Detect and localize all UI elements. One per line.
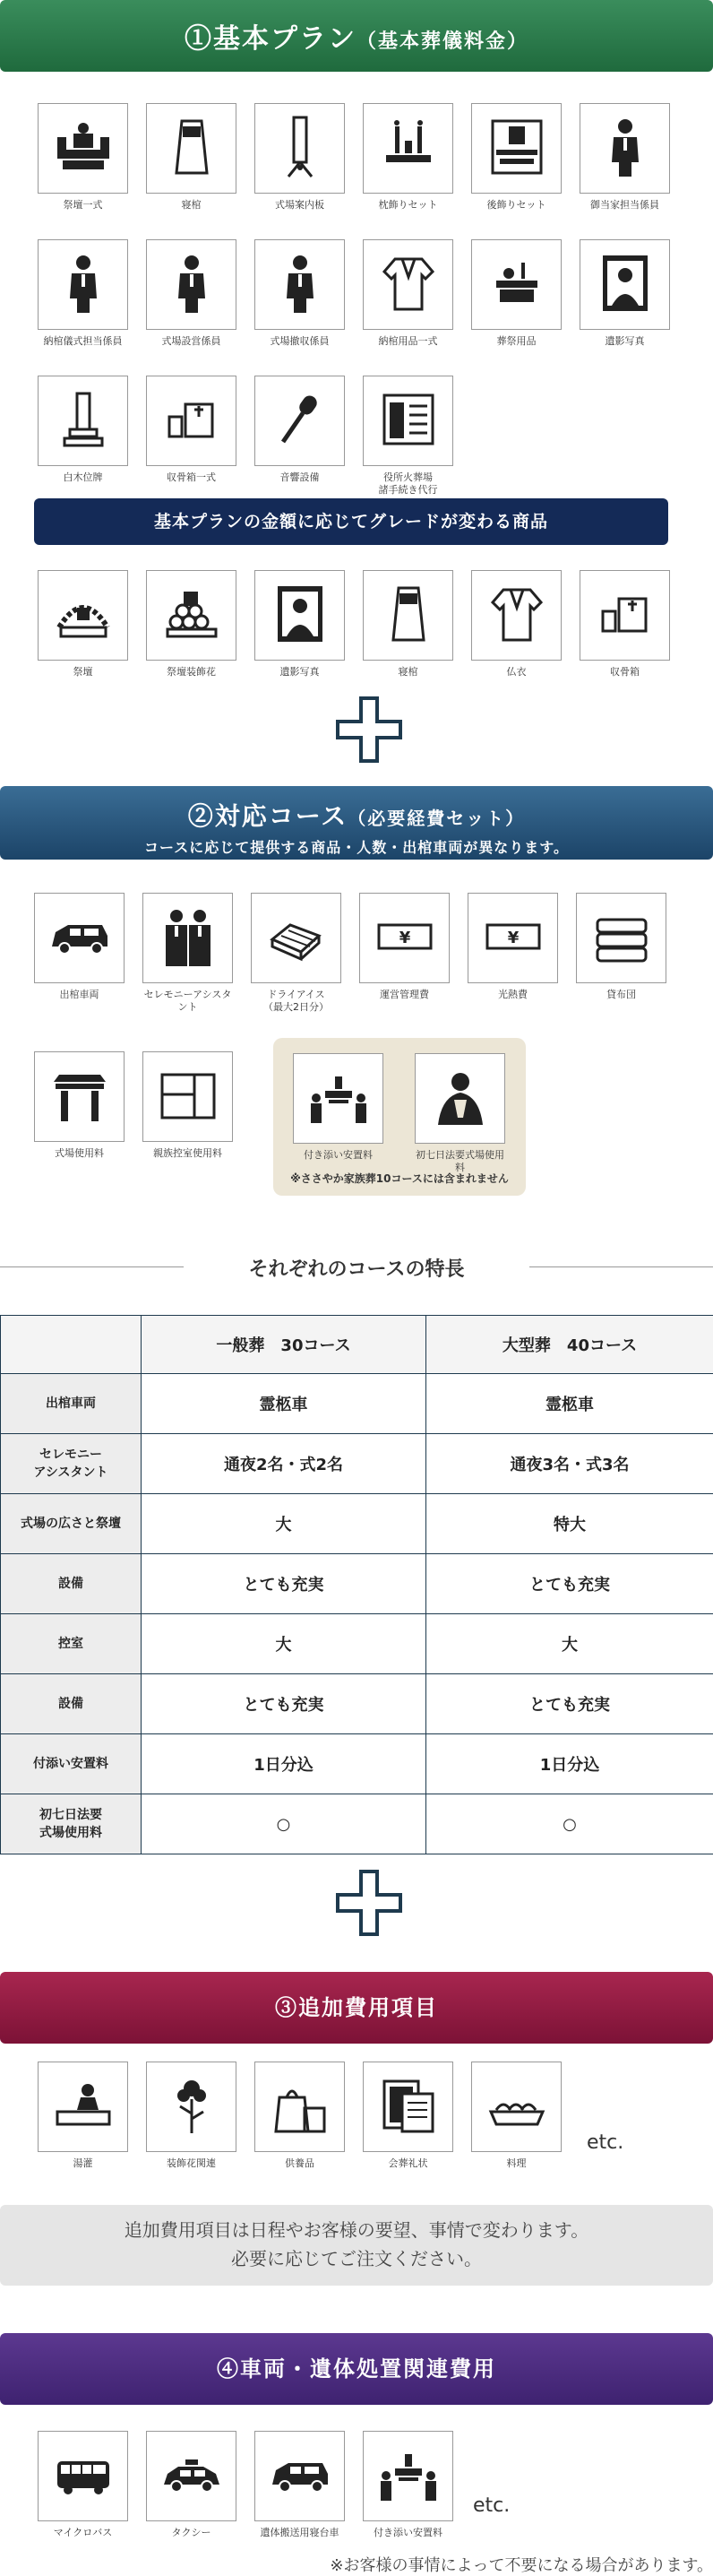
table-header-empty [1,1316,142,1374]
footer-note: ※お客様の事情によって不要になる場合があります。 [330,2553,713,2576]
futon-icon [588,903,655,973]
flower-icon [159,2072,225,2142]
service-item-box [363,239,453,330]
service-item-label: 役所火葬場 諸手続き代行 [363,471,453,497]
table-row-label: 初七日法要 式場使用料 [1,1794,142,1854]
service-item [359,893,450,1001]
service-item-label: 祭壇一式 [38,199,128,212]
service-item-box [468,893,558,983]
plus-icon [334,1868,404,1938]
section2-banner [0,786,713,860]
service-item [38,570,128,679]
service-item [363,239,453,348]
service-item [363,103,453,212]
service-item-box [254,2431,345,2521]
table-cell-course-30: とても充実 [142,1554,426,1614]
service-item-box [580,239,670,330]
service-item-box [38,2431,128,2521]
table-row-label: 出棺車両 [1,1374,142,1434]
section1-title-small: （基本葬儀料金） [356,30,528,53]
table-cell-course-40: 特大 [426,1494,713,1554]
plus-icon [334,695,404,765]
service-item [576,893,666,1001]
service-item-label: 供養品 [254,2157,345,2170]
service-item-label: 親族控室使用料 [142,1147,233,1160]
table-row-label: 付添い安置料 [1,1734,142,1794]
service-item [293,1053,383,1162]
table-row [1,1554,713,1614]
service-item-label: マイクロバス [38,2527,128,2539]
table-cell-course-30: 大 [142,1494,426,1554]
service-item [146,103,236,212]
service-item-box [146,103,236,194]
service-item [254,239,345,348]
table-cell-course-40: 霊柩車 [426,1374,713,1434]
service-item [363,2062,453,2170]
service-item-label: 遺体搬送用寝台車 [254,2527,345,2539]
table-row [1,1434,713,1494]
service-item-label: 式場案内板 [254,199,345,212]
section3-banner [0,1972,713,2044]
urn-box-icon [159,386,225,456]
service-item-label: 式場設営係員 [146,335,236,348]
service-item [146,376,236,484]
etc-label: etc. [473,2494,510,2517]
service-item-box [580,570,670,661]
section4-banner [0,2333,713,2405]
service-item-label: 祭壇 [38,666,128,679]
service-item-box [363,570,453,661]
microphone-icon [267,386,333,456]
hearse-car-icon [267,2442,333,2511]
flower-decoration-icon [159,581,225,651]
service-item-box [363,376,453,466]
service-item-box [576,893,666,983]
service-item [580,103,670,212]
service-item-label: 運営管理費 [359,989,450,1001]
section1-banner [0,0,713,72]
rear-decoration-icon [484,114,550,184]
vigil-icon [375,2442,442,2511]
service-item [38,239,128,348]
service-item [146,239,236,348]
assistants-icon [155,903,221,973]
section2-title: ②対応コース [188,801,348,831]
portrait-icon [267,581,333,651]
table-cell-course-40: 大 [426,1614,713,1674]
service-item-label: 仏衣 [471,666,562,679]
service-item [580,239,670,348]
service-item-label: 後飾りセット [471,199,562,212]
service-item [254,570,345,679]
table-cell-course-30: 霊柩車 [142,1374,426,1434]
features-title: それぞれのコースの特長 [184,1254,529,1282]
hall-icon [47,1062,113,1132]
service-item-label: 会葬礼状 [363,2157,453,2170]
bus-icon [50,2442,116,2511]
portrait-icon [592,250,658,320]
service-item-box [363,2062,453,2152]
service-item-label: 遺影写真 [580,335,670,348]
staff-icon [267,250,333,320]
service-item-label: 湯灌 [38,2157,128,2170]
service-item-box [38,239,128,330]
service-item-label: 納棺用品一式 [363,335,453,348]
service-item-label: 葬祭用品 [471,335,562,348]
table-row-label: 控室 [1,1614,142,1674]
service-item-box [34,1051,125,1142]
service-item-box [146,239,236,330]
coffin-icon [375,581,442,651]
service-item [254,103,345,212]
service-item-box [254,103,345,194]
staff-icon [159,250,225,320]
service-item-box [251,893,341,983]
service-item-label: 料理 [471,2157,562,2170]
service-item-box [580,103,670,194]
kimono-icon [484,581,550,651]
features-divider-left [0,1266,184,1267]
vigil-icon [305,1064,372,1134]
table-cell-course-40: とても充実 [426,1674,713,1734]
grade-band: 基本プランの金額に応じてグレードが変わる商品 [34,498,668,545]
features-divider-right [529,1266,713,1267]
taxi-icon [159,2442,225,2511]
monk-icon [427,1064,494,1134]
additional-note [0,2205,713,2286]
kimono-icon [375,250,442,320]
service-item [471,570,562,679]
service-item-label: 枕飾りセット [363,199,453,212]
service-item-label: 遺影写真 [254,666,345,679]
service-item-label: 寝棺 [363,666,453,679]
service-item-box [254,376,345,466]
urn-box-icon [592,581,658,651]
table-cell-course-30: 大 [142,1614,426,1674]
svg-text:¥: ¥ [399,929,410,947]
service-item-label: 初七日法要式場使用料 [415,1149,505,1174]
service-item-box [254,570,345,661]
service-item [38,2062,128,2170]
table-cell-course-30: 通夜2名・式2名 [142,1434,426,1494]
service-item-label: 光熱費 [468,989,558,1001]
service-item-label: ドライアイス （最大2日分） [251,989,341,1014]
service-item [254,376,345,484]
food-icon [484,2072,550,2142]
table-header-course-40: 大型葬 40コース [426,1316,713,1374]
service-item [251,893,341,1014]
service-item-box [471,2062,562,2152]
service-item-box [146,2431,236,2521]
yen-icon [480,903,546,973]
service-item-box [254,2062,345,2152]
service-item-label: 収骨箱 [580,666,670,679]
service-item [415,1053,505,1174]
table-cell-course-40: ○ [426,1794,713,1854]
additional-note-line1: 追加費用項目は日程やお客様の要望、事情で変わります。 [0,2216,713,2244]
table-row-label: セレモニー アシスタント [1,1434,142,1494]
table-row [1,1614,713,1674]
service-item-label: 御当家担当係員 [580,199,670,212]
table-row [1,1794,713,1854]
service-item [146,2431,236,2539]
service-item [468,893,558,1001]
staff-icon [592,114,658,184]
table-row [1,1374,713,1434]
service-item-label: 祭壇装飾花 [146,666,236,679]
yen-icon [372,903,438,973]
funeral-goods-icon [484,250,550,320]
service-item [34,1051,125,1160]
staff-icon [50,250,116,320]
table-row [1,1674,713,1734]
service-item-box [38,376,128,466]
waiting-room-icon [155,1062,221,1132]
service-item-box [142,893,233,983]
service-item-box [363,103,453,194]
table-row [1,1494,713,1554]
altar-flower-icon [50,581,116,651]
hearse-car-icon [47,903,113,973]
service-item [146,2062,236,2170]
service-item [142,893,233,1014]
service-item [254,2431,345,2539]
table-cell-course-30: 1日分込 [142,1734,426,1794]
service-item-box [38,2062,128,2152]
table-header-row [1,1316,713,1374]
section2-subtitle: コースに応じて提供する商品・人数・出棺車両が異なります。 [0,836,713,857]
features-table [0,1315,713,1854]
table-cell-course-30: ○ [142,1794,426,1854]
service-item-box [34,893,125,983]
service-item [363,376,453,497]
table-row-label: 設備 [1,1674,142,1734]
service-item-label: タクシー [146,2527,236,2539]
service-item [146,570,236,679]
service-item-box [359,893,450,983]
coffin-icon [159,114,225,184]
service-item-label: 付き添い安置料 [293,1149,383,1162]
section1-title: ①基本プラン [185,23,356,55]
additional-note-line2: 必要に応じてご注文ください。 [0,2244,713,2273]
service-item-label: 式場使用料 [34,1147,125,1160]
table-row-label: 式場の広さと祭壇 [1,1494,142,1554]
service-item-label: 寝棺 [146,199,236,212]
service-item-box [363,2431,453,2521]
service-item-box [471,570,562,661]
signboard-icon [267,114,333,184]
service-item-box [293,1053,383,1144]
service-item [254,2062,345,2170]
service-item-label: 白木位牌 [38,471,128,484]
service-item-box [146,570,236,661]
service-item-box [254,239,345,330]
table-cell-course-40: 通夜3名・式3名 [426,1434,713,1494]
altar-icon [50,114,116,184]
service-item-label: セレモニーアシスタント [142,989,233,1014]
service-item-box [146,2062,236,2152]
service-item-label: 式場撤収係員 [254,335,345,348]
table-header-course-30: 一般葬 30コース [142,1316,426,1374]
etc-label: etc. [587,2131,623,2154]
service-item-label: 付き添い安置料 [363,2527,453,2539]
tablet-icon [50,386,116,456]
section2-title-small: （必要経費セット） [348,808,525,829]
service-item-label: 出棺車両 [34,989,125,1001]
service-item-box [142,1051,233,1142]
service-item-box [38,103,128,194]
section4-title: ④車両・遺体処置関連費用 [0,2333,713,2382]
letter-icon [375,2072,442,2142]
gift-bag-icon [267,2072,333,2142]
service-item-label: 納棺儀式担当係員 [38,335,128,348]
service-item [38,2431,128,2539]
dry-ice-icon [263,903,330,973]
service-item-box [471,103,562,194]
service-item-box [415,1053,505,1144]
service-item-box [471,239,562,330]
document-icon [375,386,442,456]
service-item-label: 音響設備 [254,471,345,484]
service-item [471,2062,562,2170]
table-cell-course-30: とても充実 [142,1674,426,1734]
service-item-label: 貸布団 [576,989,666,1001]
service-item-box [146,376,236,466]
table-row-label: 設備 [1,1554,142,1614]
service-item [580,570,670,679]
table-row [1,1734,713,1794]
service-item [363,2431,453,2539]
table-cell-course-40: 1日分込 [426,1734,713,1794]
bathing-icon [50,2072,116,2142]
service-item-label: 収骨箱一式 [146,471,236,484]
service-item [38,376,128,484]
service-item-box [38,570,128,661]
service-item [142,1051,233,1160]
pillow-decoration-icon [375,114,442,184]
service-item [471,239,562,348]
svg-text:¥: ¥ [507,929,519,947]
special-note: ※ささやか家族葬10コースには含まれません [273,1171,526,1186]
service-item [34,893,125,1001]
service-item [38,103,128,212]
service-item [363,570,453,679]
table-cell-course-40: とても充実 [426,1554,713,1614]
service-item-label: 装飾花関連 [146,2157,236,2170]
service-item [471,103,562,212]
section3-title: ③追加費用項目 [0,1972,713,2021]
